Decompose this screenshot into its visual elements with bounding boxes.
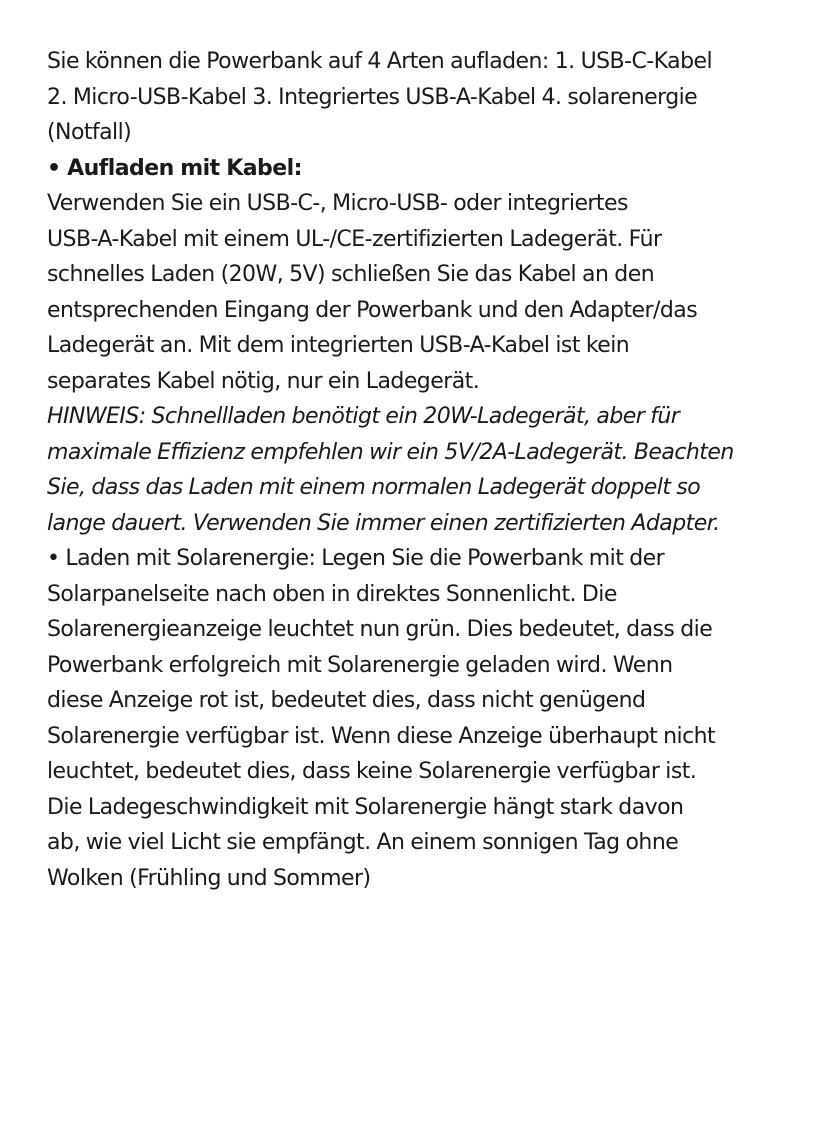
text-line: Solarenergie verfügbar ist. Wenn diese Anzeige überhaupt nicht bbox=[47, 723, 716, 749]
text-line: Solarpanelseite nach oben in direktes Sonnenlicht. Die bbox=[47, 581, 617, 607]
text-line: Sie können die Powerbank auf 4 Arten aufladen: 1. USB-C-Kabel bbox=[47, 49, 713, 74]
text-line: Verwenden Sie ein USB-C-, Micro-USB- oder integriertes bbox=[47, 191, 628, 216]
intro-paragraph bbox=[47, 44, 792, 151]
text-line: diese Anzeige rot ist, bedeutet dies, dass nicht genügend bbox=[47, 688, 646, 713]
note-line: lange dauert. Verwenden Sie immer einen zertifizierten Adapter. bbox=[47, 510, 720, 536]
text-line: Ladegerät an. Mit dem integrierten USB-A-Kabel ist kein bbox=[47, 333, 630, 358]
cable-section-heading: • Aufladen mit Kabel: bbox=[47, 155, 302, 181]
text-line: (Notfall) bbox=[47, 120, 132, 145]
note-line: HINWEIS: Schnellladen benötigt ein 20W-Ladegerät, aber für bbox=[47, 404, 680, 429]
note-line: maximale Effizienz empfehlen wir ein 5V/2A-Ladegerät. Beachten bbox=[47, 439, 734, 465]
note-line: Sie, dass das Laden mit einem normalen Ladegerät doppelt so bbox=[47, 475, 701, 500]
text-line: schnelles Laden (20W, 5V) schließen Sie das Kabel an den bbox=[47, 262, 655, 287]
text-line: leuchtet, bedeutet dies, dass keine Solarenergie verfügbar ist. bbox=[47, 759, 697, 784]
text-line: Powerbank erfolgreich mit Solarenergie geladen wird. Wenn bbox=[47, 652, 673, 678]
text-line: Wolken (Frühling und Sommer) bbox=[47, 865, 371, 891]
text-line: Die Ladegeschwindigkeit mit Solarenergie hängt stark davon bbox=[47, 794, 684, 820]
note-paragraph bbox=[47, 399, 792, 541]
text-line: USB-A-Kabel mit einem UL-/CE-zertifizierten Ladegerät. Für bbox=[47, 226, 662, 252]
cable-charging-section bbox=[47, 151, 792, 400]
text-line: • Laden mit Solarenergie: Legen Sie die Powerbank mit der bbox=[47, 546, 665, 571]
text-line: 2. Micro-USB-Kabel 3. Integriertes USB-A-Kabel 4. solarenergie bbox=[47, 84, 698, 110]
text-line: entsprechenden Eingang der Powerbank und den Adapter/das bbox=[47, 297, 698, 323]
text-line: Solarenergieanzeige leuchtet nun grün. Dies bedeutet, dass die bbox=[47, 617, 713, 642]
document-page bbox=[47, 44, 792, 896]
text-line: ab, wie viel Licht sie empfängt. An einem sonnigen Tag ohne bbox=[47, 830, 679, 855]
solar-charging-section bbox=[47, 541, 792, 896]
text-line: separates Kabel nötig, nur ein Ladegerät. bbox=[47, 368, 480, 394]
